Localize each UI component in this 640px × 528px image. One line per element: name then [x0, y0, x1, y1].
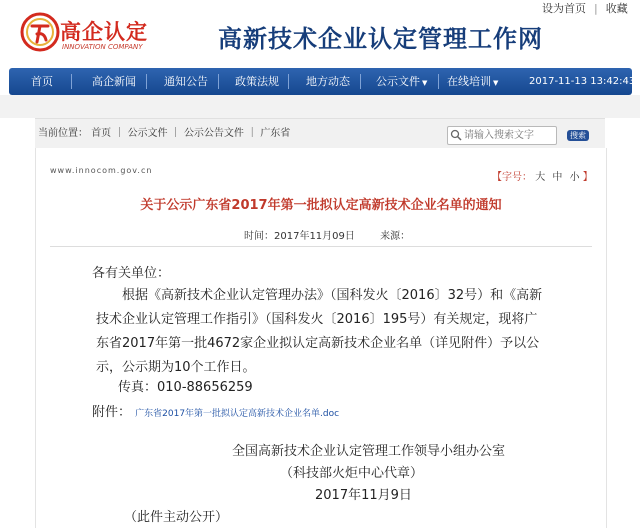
public-note: （此件主动公开） — [124, 510, 229, 525]
issue-date: 2017年11月9日 — [315, 488, 412, 503]
nav-item-public-files[interactable] — [376, 68, 427, 95]
nav-item-online-training[interactable] — [447, 68, 498, 95]
chevron-down-icon: ▼ — [422, 79, 428, 87]
logo-subtext: INNOVATION COMPANY — [62, 43, 143, 51]
nav-item-news[interactable]: 高企新闻 — [92, 75, 136, 88]
nav-divider — [218, 74, 219, 89]
chevron-down-icon: ▼ — [493, 79, 499, 87]
nav-item-notices[interactable]: 通知公告 — [164, 75, 208, 88]
search-icon — [450, 129, 462, 141]
attachment-link[interactable]: 广东省2017年第一批拟认定高新技术企业名单.doc — [135, 409, 340, 419]
top-links — [542, 0, 628, 16]
search-field — [447, 126, 557, 145]
site-title: 高新技术企业认定管理工作网 — [218, 24, 543, 53]
site-domain: www.innocom.gov.cn — [50, 166, 153, 175]
breadcrumb-item-guangdong[interactable]: 广东省 — [260, 128, 291, 139]
nav-divider — [71, 74, 72, 89]
breadcrumb-separator: ｜ — [114, 128, 125, 139]
nav-item-local-news[interactable]: 地方动态 — [306, 75, 350, 88]
search-input[interactable] — [464, 128, 552, 142]
breadcrumb-item-public-notices[interactable]: 公示公告文件 — [183, 128, 244, 139]
set-homepage-link[interactable]: 设为首页 — [542, 2, 586, 15]
article-meta — [244, 227, 410, 242]
top-links-divider: | — [594, 2, 598, 15]
logo-text: 高企认定 — [60, 20, 148, 44]
issuing-seal-note: （科技部火炬中心代章） — [280, 466, 424, 481]
breadcrumb-separator: ｜ — [247, 128, 258, 139]
breadcrumb-item-public-files[interactable]: 公示文件 — [127, 128, 168, 139]
nav-divider — [146, 74, 147, 89]
nav-item-policies[interactable]: 政策法规 — [235, 75, 279, 88]
article-body — [96, 284, 586, 380]
article-panel — [35, 148, 607, 528]
site-logo[interactable] — [20, 10, 150, 58]
font-size-medium[interactable]: 中 — [552, 172, 563, 183]
fax-number: 传真：010-88656259 — [118, 380, 253, 395]
publish-time: 2017年11月09日 — [274, 231, 355, 242]
body-line: 技术企业认定管理工作指引》（国科发火〔2016〕195号）有关规定，现将广 — [96, 312, 538, 327]
font-size-switcher — [492, 168, 593, 183]
source-label: 来源： — [380, 231, 411, 242]
breadcrumb — [38, 119, 290, 149]
divider — [50, 246, 592, 247]
body-line: 东省2017年第一批4672家企业拟认定高新技术企业名单（详见附件）予以公 — [96, 336, 540, 351]
salutation: 各有关单位： — [92, 266, 171, 281]
body-line: 示，公示期为10个工作日。 — [96, 360, 256, 375]
site-header — [0, 0, 640, 66]
attachment — [92, 401, 339, 420]
page-background — [0, 95, 640, 118]
breadcrumb-item-home[interactable]: 首页 — [91, 128, 112, 139]
nav-divider — [438, 74, 439, 89]
breadcrumb-separator: ｜ — [170, 128, 181, 139]
body-line: 根据《高新技术企业认定管理办法》（国科发火〔2016〕32号）和《高新 — [122, 288, 543, 303]
nav-item-online-training-label: 在线培训 — [447, 75, 491, 88]
main-nav — [9, 68, 636, 95]
breadcrumb-label: 当前位置： — [38, 128, 88, 139]
font-size-small[interactable]: 小 — [569, 172, 580, 183]
favorite-link[interactable]: 收藏 — [605, 2, 628, 15]
current-datetime: 2017-11-13 13:42:43 — [529, 76, 636, 87]
logo-emblem-icon — [20, 12, 60, 52]
font-size-bracket: 】 — [582, 172, 593, 183]
issuing-organization: 全国高新技术企业认定管理工作领导小组办公室 — [232, 444, 506, 459]
search-button[interactable]: 搜索 — [567, 130, 589, 141]
attachment-label: 附件： — [92, 405, 132, 420]
font-size-large[interactable]: 大 — [535, 172, 546, 183]
font-size-label: 【字号： — [492, 172, 532, 183]
nav-item-home[interactable]: 首页 — [31, 75, 53, 88]
article-title: 关于公示广东省2017年第一批拟认定高新技术企业名单的通知 — [140, 198, 502, 213]
publish-time-label: 时间： — [244, 231, 274, 242]
nav-divider — [360, 74, 361, 89]
nav-divider — [288, 74, 289, 89]
nav-item-public-files-label: 公示文件 — [376, 75, 420, 88]
breadcrumb-bar — [35, 118, 605, 149]
